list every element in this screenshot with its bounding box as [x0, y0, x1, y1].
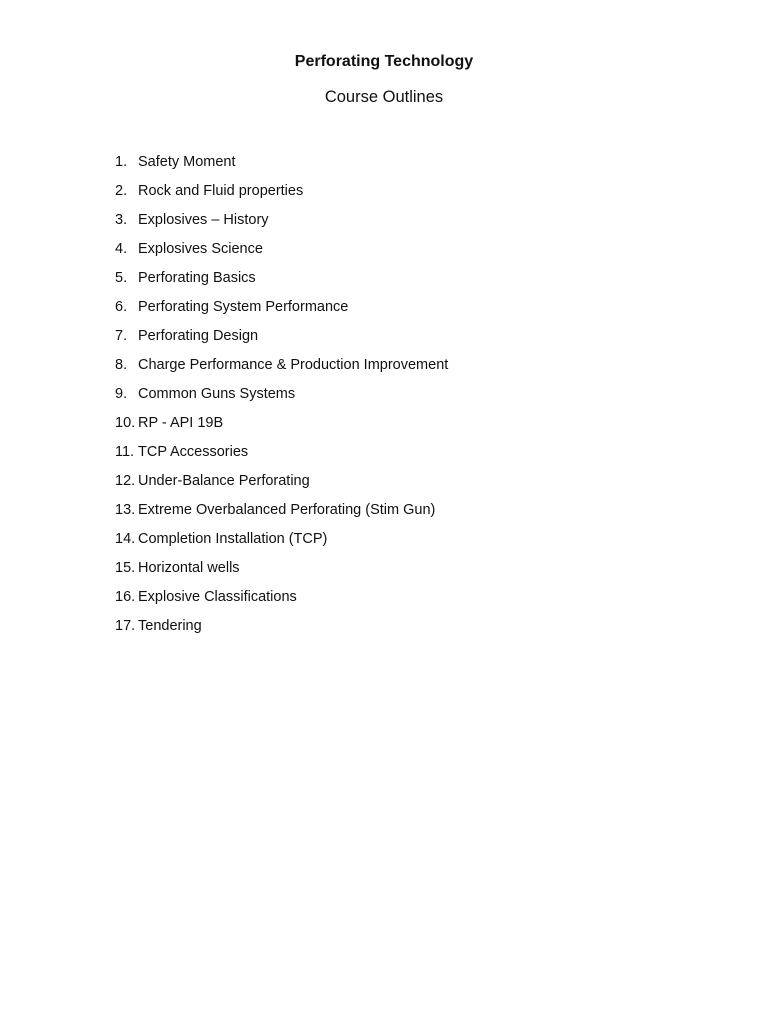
course-outline-list — [115, 152, 448, 645]
list-item — [115, 442, 448, 471]
list-item — [115, 181, 448, 210]
item-number: 12. — [115, 473, 136, 489]
item-text: Explosive Classifications — [138, 589, 297, 605]
list-item — [115, 558, 448, 587]
list-item — [115, 210, 448, 239]
item-text: Charge Performance & Production Improvement — [138, 357, 449, 373]
list-item — [115, 587, 448, 616]
item-number: 3. — [115, 212, 128, 228]
item-number: 2. — [115, 183, 128, 199]
item-text: Perforating Design — [138, 328, 259, 344]
list-item — [115, 355, 448, 384]
item-text: Explosives – History — [138, 212, 269, 228]
item-text: Completion Installation (TCP) — [138, 531, 328, 547]
list-item — [115, 152, 448, 181]
item-number: 6. — [115, 299, 128, 315]
list-item — [115, 471, 448, 500]
item-text: Perforating System Performance — [138, 299, 349, 315]
item-text: TCP Accessories — [138, 444, 249, 460]
list-item — [115, 413, 448, 442]
list-item — [115, 529, 448, 558]
item-number: 10. — [115, 415, 136, 431]
document-subtitle: Course Outlines — [324, 88, 444, 106]
item-number: 11. — [115, 444, 135, 460]
item-number: 15. — [115, 560, 136, 576]
item-text: Rock and Fluid properties — [138, 183, 304, 199]
item-number: 9. — [115, 386, 128, 402]
document-title: Perforating Technology — [294, 53, 474, 70]
list-item — [115, 268, 448, 297]
item-text: Horizontal wells — [138, 560, 240, 576]
item-number: 1. — [115, 154, 128, 170]
item-text: Common Guns Systems — [138, 386, 296, 402]
item-number: 7. — [115, 328, 128, 344]
item-number: 17. — [115, 618, 136, 634]
item-text: Safety Moment — [138, 154, 236, 170]
item-number: 14. — [115, 531, 136, 547]
item-text: Under-Balance Perforating — [138, 473, 310, 489]
item-text: Explosives Science — [138, 241, 263, 257]
list-item — [115, 326, 448, 355]
list-item — [115, 500, 448, 529]
item-text: RP - API 19B — [138, 415, 224, 431]
list-item — [115, 616, 448, 645]
item-number: 8. — [115, 357, 128, 373]
item-number: 5. — [115, 270, 128, 286]
list-item — [115, 297, 448, 326]
list-item — [115, 239, 448, 268]
item-number: 16. — [115, 589, 136, 605]
item-number: 13. — [115, 502, 136, 518]
item-text: Extreme Overbalanced Perforating (Stim Gun) — [138, 502, 436, 518]
item-text: Tendering — [138, 618, 202, 634]
item-number: 4. — [115, 241, 128, 257]
item-text: Perforating Basics — [138, 270, 256, 286]
list-item — [115, 384, 448, 413]
